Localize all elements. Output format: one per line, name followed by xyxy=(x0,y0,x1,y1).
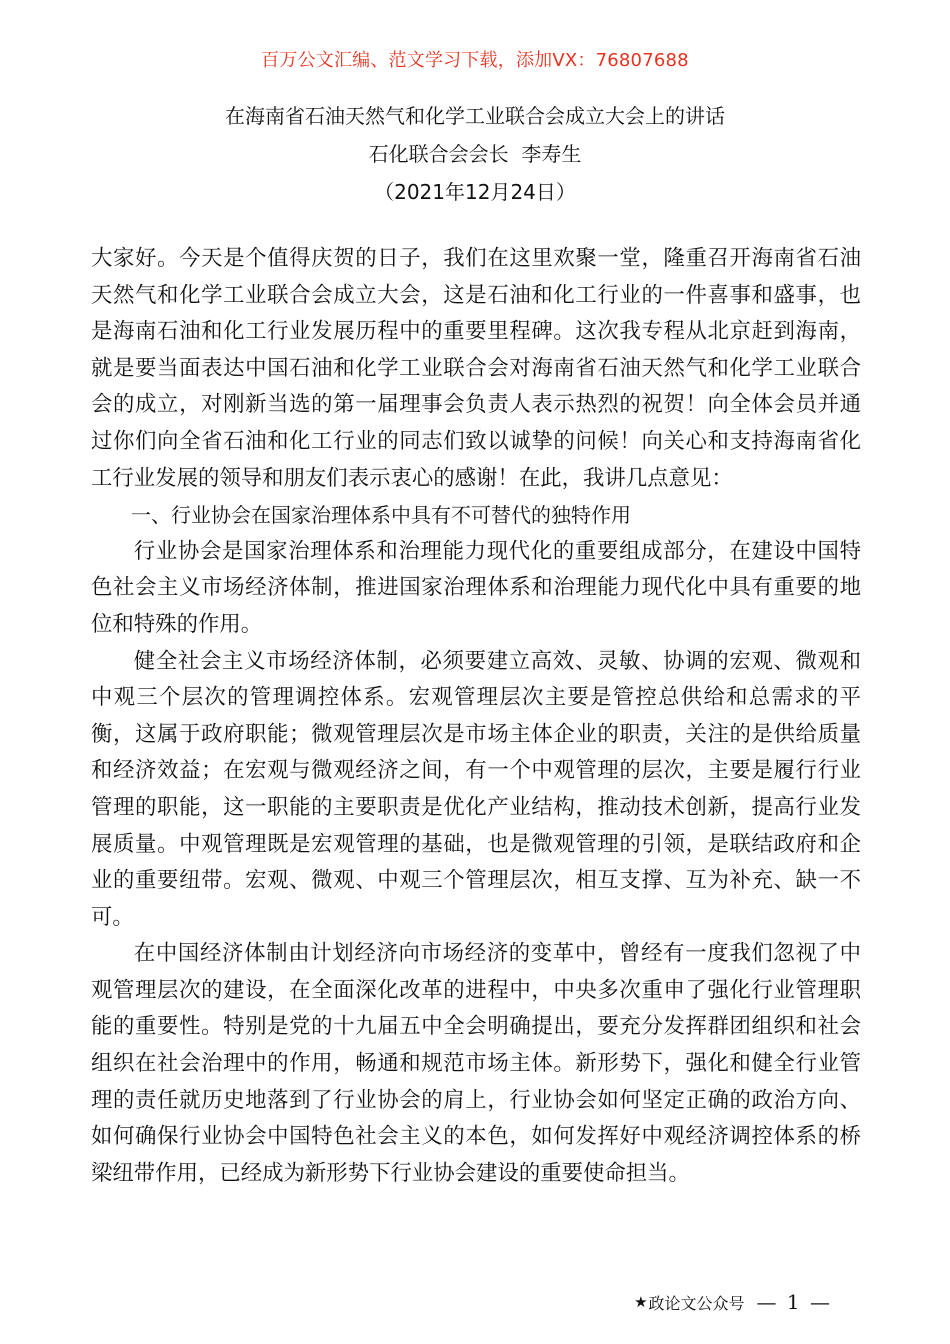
speech-body xyxy=(91,241,861,1192)
watermark-banner: 百万公文汇编、范文学习下载，添加VX：76807688 xyxy=(261,50,689,71)
page-footer xyxy=(634,1290,832,1314)
page-number: — 1 — xyxy=(756,1290,832,1314)
speech-date: （2021年12月24日） xyxy=(374,180,576,204)
speech-title: 在海南省石油天然气和化学工业联合会成立大会上的讲话 xyxy=(225,104,725,128)
paragraph-opening: 大家好。今天是个值得庆贺的日子，我们在这里欢聚一堂，隆重召开海南省石油天然气和化学工业联合会成立大会，这是石油和化工行业的一件喜事和盛事，也是海南石油和化工行业发展历程中的重要里程碑。这次我专程从北京赶到海南，就是要当面表达中国石油和化学工业联合会对海南省石油天然气和化学工业联合会的成立，对刚新当选的第一届理事会负责人表示热烈的祝贺！向全体会员并通过你们向全省石油和化工行业的同志们致以诚挚的问候！向关心和支持海南省化工行业发展的领导和朋友们表示衷心的感谢！在此，我讲几点意见： xyxy=(91,246,861,491)
section-heading-1: 一、行业协会在国家治理体系中具有不可替代的独特作用 xyxy=(131,503,631,528)
speech-header xyxy=(0,97,950,211)
speaker-line: 石化联合会会长 李寿生 xyxy=(368,142,582,166)
paragraph: 行业协会是国家治理体系和治理能力现代化的重要组成部分，在建设中国特色社会主义市场经济体制，推进国家治理体系和治理能力现代化中具有重要的地位和特殊的作用。 xyxy=(91,538,861,637)
star-icon: ★ xyxy=(634,1293,648,1311)
footer-source: 政论文公众号 xyxy=(648,1293,745,1313)
paragraph: 在中国经济体制由计划经济向市场经济的变革中，曾经有一度我们忽视了中观管理层次的建设，在全面深化改革的进程中，中央多次重申了强化行业管理职能的重要性。特别是党的十九届五中全会明确提出，要充分发挥群团组织和社会组织在社会治理中的作用，畅通和规范市场主体。新形势下，强化和健全行业管理的责任就历史地落到了行业协会的肩上，行业协会如何坚定正确的政治方向、如何确保行业协会中国特色社会主义的本色，如何发挥好中观经济调控体系的桥梁纽带作用，已经成为新形势下行业协会建设的重要使命担当。 xyxy=(91,941,861,1186)
paragraph: 健全社会主义市场经济体制，必须要建立高效、灵敏、协调的宏观、微观和中观三个层次的管理调控体系。宏观管理层次主要是管控总供给和总需求的平衡，这属于政府职能；微观管理层次是市场主体企业的职责，关注的是供给质量和经济效益；在宏观与微观经济之间，有一个中观管理的层次，主要是履行行业管理的职能，这一职能的主要职责是优化产业结构，推动技术创新，提高行业发展质量。中观管理既是宏观管理的基础，也是微观管理的引领，是联结政府和企业的重要纽带。宏观、微观、中观三个管理层次，相互支撑、互为补充、缺一不可。 xyxy=(91,648,861,930)
